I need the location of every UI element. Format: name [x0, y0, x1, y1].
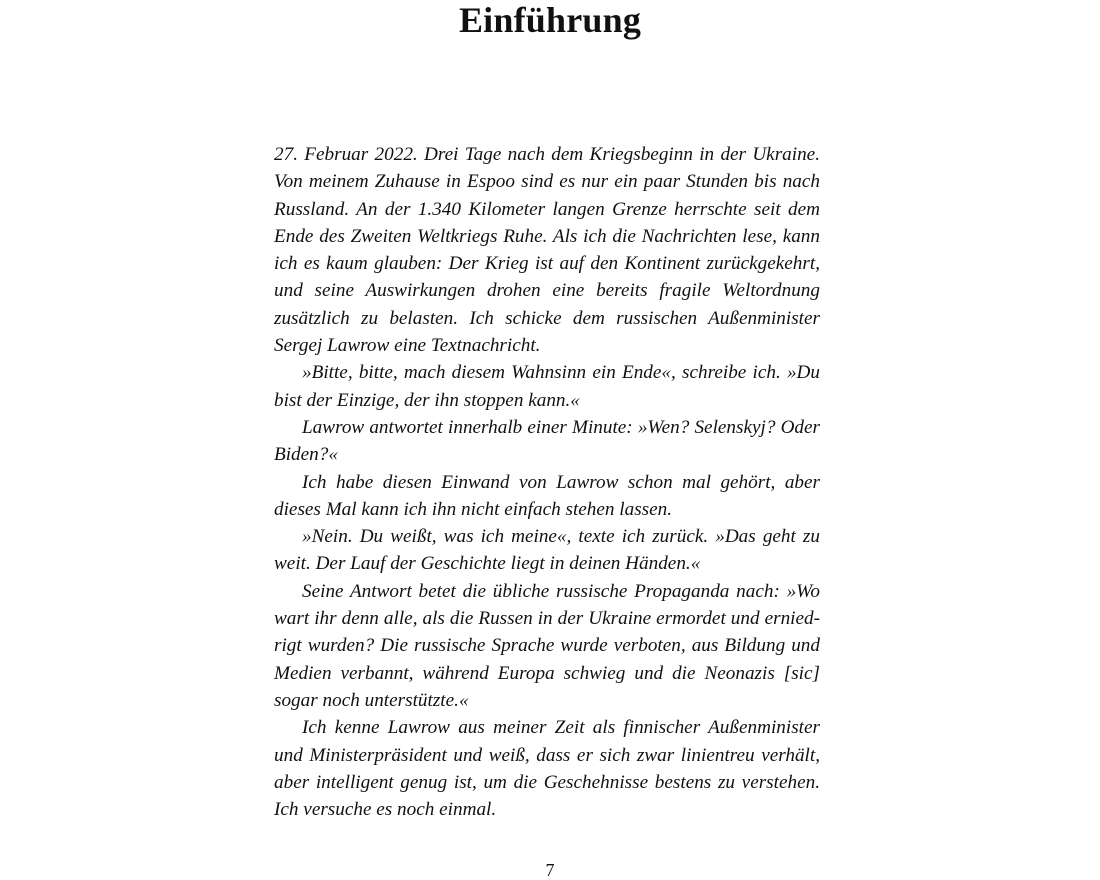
- paragraph: 27. Februar 2022. Drei Tage nach dem Kriegsbeginn in der Ukraine. Von meinem Zuhause in Espoo sind es nur ein paar Stunden bis nach Russland. An der 1.340 Kilometer langen Grenze herrschte seit dem Ende des Zweiten Weltkriegs Ruhe. Als ich die Nachrichten lese, kann ich es kaum glauben: Der Krieg ist auf den Kontinent zurückgekehrt, und seine Auswirkungen drohen eine bereits fragile Weltordnung zusätzlich zu belasten. Ich schicke dem russischen Außenminister Sergej Lawrow eine Textnachricht.: [274, 144, 820, 357]
- paragraph: Ich habe diesen Einwand von Lawrow schon mal gehört, aber dieses Mal kann ich ihn nicht einfach stehen lassen.: [274, 471, 820, 520]
- paragraph: Ich kenne Lawrow aus meiner Zeit als finnischer Außenminister und Ministerpräsident und weiß, dass er sich zwar linientreu verhält, aber intelligent genug ist, um die Geschehnisse bestens zu verstehen. Ich versuche es noch einmal.: [274, 717, 820, 821]
- paragraph: Seine Antwort betet die übliche russische Propaganda nach: »Wo wart ihr denn alle, als die Russen in der Ukraine ermordet und erniedrigt wurden? Die russische Sprache wurde verboten, aus Bildung und Medien verbannt, während Europa schwieg und die Neonazis [sic] sogar noch unterstützte.«: [274, 580, 820, 711]
- chapter-title: Einführung: [458, 0, 642, 40]
- paragraph: »Bitte, bitte, mach diesem Wahnsinn ein Ende«, schreibe ich. »Du bist der Einzige, der ihn stoppen kann.«: [274, 362, 820, 411]
- paragraph: Lawrow antwortet innerhalb einer Minute: »Wen? Selenskyj? Oder Biden?«: [274, 416, 820, 466]
- page-number: 7: [545, 860, 555, 880]
- paragraph: »Nein. Du weißt, was ich meine«, texte ich zurück. »Das geht zu weit. Der Lauf der Geschichte liegt in deinen Händen.«: [274, 526, 820, 575]
- body-text: [274, 141, 820, 823]
